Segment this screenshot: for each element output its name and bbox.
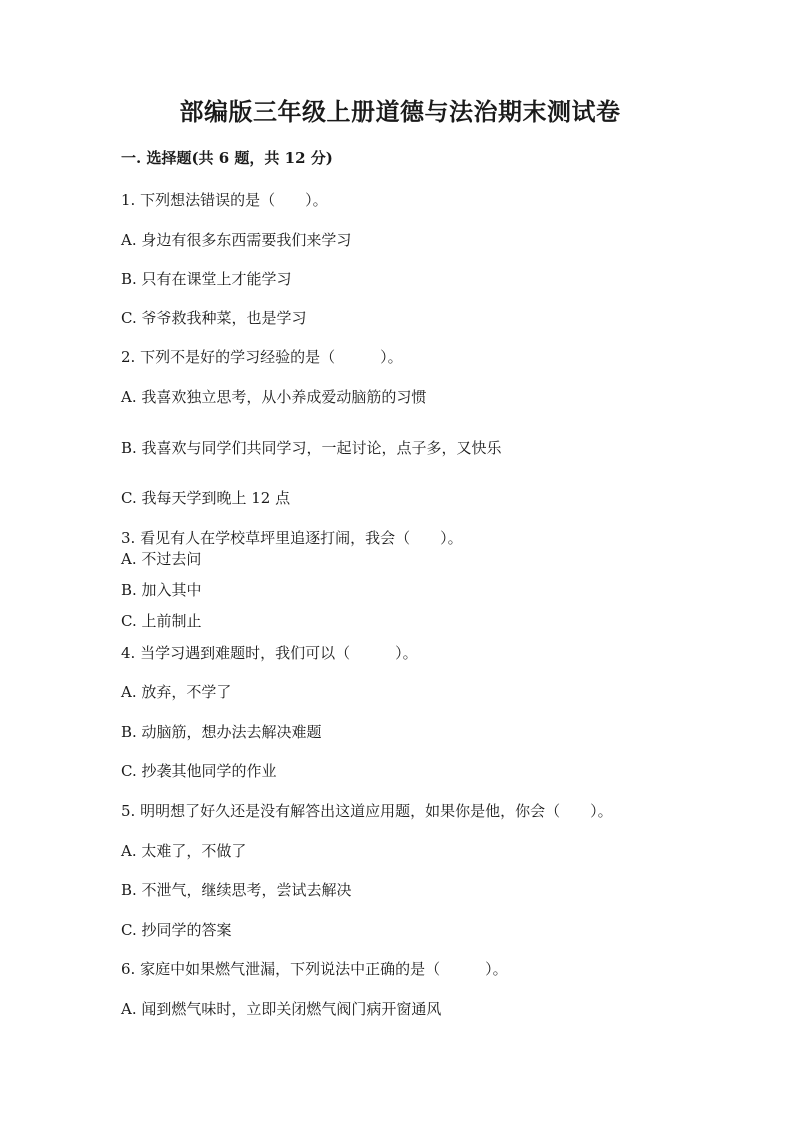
- option-text: B. 加入其中: [121, 581, 202, 599]
- question-stem: 5. 明明想了好久还是没有解答出这道应用题，如果你是他，你会（ ）。: [121, 802, 613, 820]
- option-text: B. 我喜欢与同学们共同学习，一起讨论，点子多，又快乐: [121, 439, 502, 457]
- option-text: B. 只有在课堂上才能学习: [121, 270, 292, 288]
- page-title: 部编版三年级上册道德与法治期末测试卷: [179, 97, 621, 126]
- option-text: A. 放弃，不学了: [121, 683, 232, 701]
- option-text: A. 闻到燃气味时，立即关闭燃气阀门病开窗通风: [121, 1000, 442, 1018]
- option-text: A. 太难了，不做了: [121, 842, 247, 860]
- option-text: B. 不泄气，继续思考，尝试去解决: [121, 881, 352, 899]
- option-text: C. 抄同学的答案: [121, 921, 232, 939]
- question-stem: 4. 当学习遇到难题时，我们可以（ ）。: [121, 644, 418, 662]
- option-text: C. 上前制止: [121, 612, 202, 630]
- option-text: A. 身边有很多东西需要我们来学习: [121, 231, 352, 249]
- option-text: C. 抄袭其他同学的作业: [121, 762, 277, 780]
- question-stem: 2. 下列不是好的学习经验的是（ ）。: [121, 348, 403, 366]
- question-stem: 1. 下列想法错误的是（ ）。: [121, 191, 328, 209]
- question-stem: 6. 家庭中如果燃气泄漏，下列说法中正确的是（ ）。: [121, 960, 508, 978]
- question-stem: 3. 看见有人在学校草坪里追逐打闹，我会（ ）。: [121, 529, 463, 547]
- section-heading: 一. 选择题(共 6 题，共 12 分): [121, 149, 333, 167]
- option-text: C. 我每天学到晚上 12 点: [121, 489, 291, 507]
- option-text: B. 动脑筋，想办法去解决难题: [121, 723, 322, 741]
- option-text: A. 我喜欢独立思考，从小养成爱动脑筋的习惯: [121, 388, 427, 406]
- option-text: C. 爷爷救我种菜，也是学习: [121, 309, 307, 327]
- option-text: A. 不过去问: [121, 550, 202, 568]
